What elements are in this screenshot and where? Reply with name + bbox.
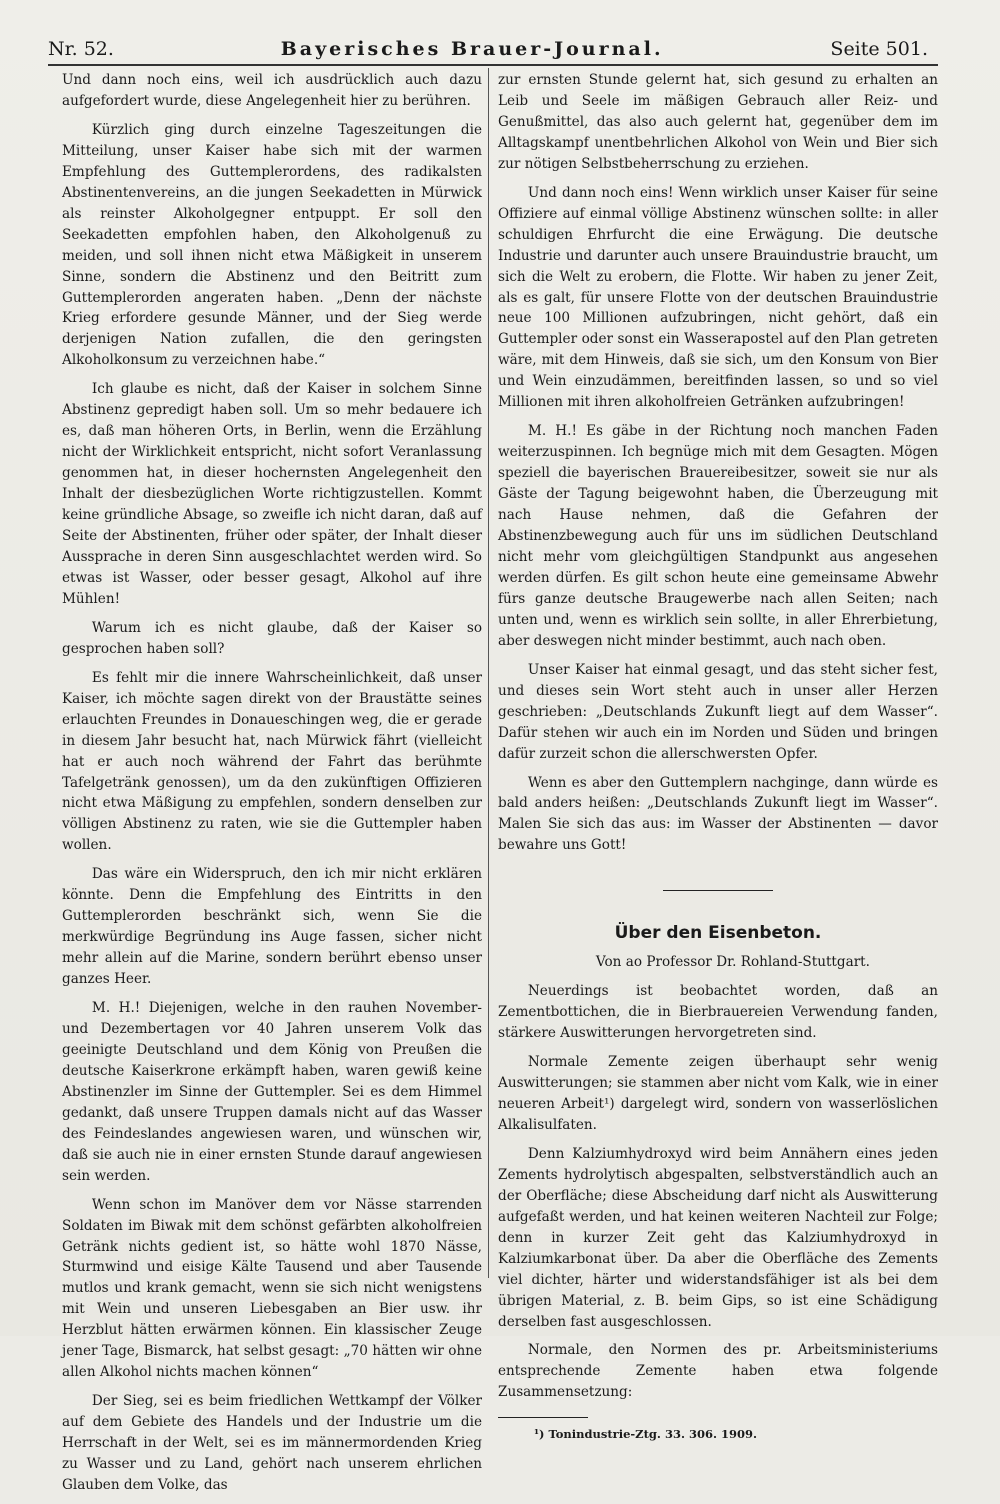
paragraph: Unser Kaiser hat einmal gesagt, und das steht sicher fest, und dieses sein Wort steht auch in unser aller Herzen geschrieben: „Deutschlands Zukunft liegt auf dem Wasser“. Dafür stehen wir auch ein im Norden und Süden und bringen dafür zurzeit schon die allerschwersten Opfer.	[498, 661, 938, 762]
left-column	[62, 70, 482, 1504]
paragraph: Es fehlt mir die innere Wahrscheinlichkeit, daß unser Kaiser, ich möchte sagen direkt von der Braustätte seines erlauchten Freundes in Donaueschingen weg, die er gerade in diesem Jahr besucht hat, nach Mürwick fährt (vielleicht hat er auch noch während der Fahrt das berühmte Tafelgetränk genossen), um da den zukünftigen Offizieren nicht etwa Mäßigung zu empfehlen, sondern denselben zur völligen Abstinenz zu raten, wie sie die Guttempler haben wollen.	[62, 669, 482, 854]
journal-title: Bayerisches Brauer-Journal.	[280, 38, 664, 60]
footnote-rule	[498, 1417, 588, 1418]
column-separator	[488, 68, 489, 1278]
article-author: Von ao Professor Dr. Rohland-Stuttgart.	[595, 954, 870, 971]
article-paragraph: Denn Kalziumhydroxyd wird beim Annähern eines jeden Zements hydrolytisch abgespalten, selbstverständlich auch an der Oberfläche; diese Abscheidung darf nicht als Auswitterung aufgefaßt werden, und hat keinen weiteren Nachteil zur Folge; denn in kurzer Zeit geht das Kalziumhydroxyd in Kalziumkarbonat über. Da aber die Oberfläche des Zements viel dichter, härter und widerstandsfähiger ist als bei dem übrigen Material, z. B. beim Gips, so ist eine Schädigung derselben fast ausgeschlossen.	[498, 1145, 938, 1330]
article-paragraph: Normale Zemente zeigen überhaupt sehr wenig Auswitterungen; sie stammen aber nicht vom Kalk, wie in einer neueren Arbeit¹) dargelegt wird, sondern von wasserlöslichen Alkalisulfaten.	[498, 1054, 938, 1133]
section-divider	[663, 890, 773, 891]
paragraph: Der Sieg, sei es beim friedlichen Wettkampf der Völker auf dem Gebiete des Handels und der Industrie um die Herrschaft in der Welt, sei es im männermordenden Krieg zu Wasser und zu Land, gehört nach unserem ehrlichen Glauben dem Volke, das	[62, 1393, 482, 1493]
paragraph: Das wäre ein Widerspruch, den ich mir nicht erklären könnte. Denn die Empfehlung des Eintritts in den Guttemplerorden beschränkt sich, wenn Sie die merkwürdige Begründung ins Auge fassen, sicher nicht mehr allein auf die Marine, sondern berührt ebenso unser ganzes Heer.	[62, 866, 482, 988]
header-rule	[48, 64, 938, 66]
paragraph: Wenn es aber den Guttemplern nachginge, dann würde es bald anders heißen: „Deutschlands Zukunft liegt im Wasser“. Malen Sie sich das aus: im Wasser der Abstinenten — davor bewahre uns Gott!	[498, 774, 938, 854]
issue-number: Nr. 52.	[48, 38, 114, 60]
footnote: ¹) Tonindustrie-Ztg. 33. 306. 1909.	[534, 1427, 757, 1442]
paragraph: Wenn schon im Manöver dem vor Nässe starrenden Soldaten im Biwak mit dem schönst gefärbten alkoholfreien Getränk nichts gedient ist, so hätte wohl 1870 Nässe, Sturmwind und eisige Kälte Tausend und aber Tausende mutlos und krank gemacht, wenn sie sich nicht wenigstens mit Wein und unseren Liebesgaben an Bier usw. ihr Herzblut hätten erwärmen können. Ein klassischer Zeuge jener Tage, Bismarck, hat selbst gesagt: „70 hätten wir ohne allen Alkohol nichts machen können“	[62, 1196, 482, 1381]
speech-continuation	[498, 70, 938, 856]
page-header	[48, 30, 928, 60]
paragraph: Und dann noch eins! Wenn wirklich unser Kaiser für seine Offiziere auf einmal völlige Abstinenz wünschen sollte: in aller schuldigen Ehrfurcht die eine Erwägung. Die deutsche Industrie und darunter auch unsere Brauindustrie braucht, um sich die Welt zu erobern, die Flotte. Wir haben zu jener Zeit, als es galt, für unsere Flotte von der deutschen Brauindustrie neue 100 Millionen aufzubringen, nicht gehört, daß ein Guttempler oder sonst ein Wasserapostel auf den Plan getreten wäre, mit dem Hinweis, daß sie sich, um den Konsum von Bier und Wein einzudämmen, bereitfinden lassen, so und so viel Millionen mit ihren alkoholfreien Getränken aufzubringen!	[498, 184, 938, 411]
article-body	[498, 981, 938, 1403]
paragraph: Und dann noch eins, weil ich ausdrücklich auch dazu aufgefordert wurde, diese Angelegenheit hier zu berühren.	[62, 72, 482, 109]
page-number: Seite 501.	[830, 38, 928, 60]
paragraph: M. H.! Diejenigen, welche in den rauhen November- und Dezembertagen vor 40 Jahren unserem Volk das geeinigte Deutschland und dem König von Preußen die deutsche Kaiserkrone erkämpft haben, waren gewiß keine Abstinenzler im Sinne der Guttempler. Sei es dem Himmel gedankt, daß unsere Truppen damals nicht auf das Wasser des Feindeslandes angewiesen waren, und wünschen wir, daß sie auch nie in einer ernsten Stunde darauf angewiesen sein werden.	[62, 1000, 482, 1184]
paragraph: Warum ich es nicht glaube, daß der Kaiser so gesprochen haben soll?	[62, 619, 482, 657]
right-column	[498, 70, 938, 1453]
paragraph: Ich glaube es nicht, daß der Kaiser in solchem Sinne Abstinenz gepredigt haben soll. Um so mehr bedauere ich es, daß man höheren Orts, in Berlin, wenn die Erzählung nicht der Wirklichkeit entspricht, nicht sofort Veranlassung genommen hat, in dieser hochernsten Angelegenheit den Inhalt der diesbezüglichen Worte richtigzustellen. Kommt keine gründliche Absage, so zweifle ich nicht daran, daß auf Seite der Abstinenten, früher oder später, der Inhalt dieser Aussprache in deren Sinn ausgeschlachtet werden wird. So etwas ist Wasser, oder besser gesagt, Alkohol auf ihre Mühlen!	[62, 381, 482, 607]
article-paragraph: Neuerdings ist beobachtet worden, daß an Zementbottichen, die in Bierbrauereien Verwendung fanden, stärkere Auswitterungen hervorgetreten sind.	[498, 983, 938, 1042]
paragraph: Kürzlich ging durch einzelne Tageszeitungen die Mitteilung, unser Kaiser habe sich mit der warmen Empfehlung des Guttemplerordens, des radikalsten Abstinentenvereins, an die jungen Seekadetten in Mürwick als reinster Alkoholgegner entpuppt. Er soll den Seekadetten empfohlen haben, den Alkoholgenuß zu meiden, und soll ihnen nicht etwa Mäßigkeit in unserem Sinne, sondern die Abstinenz und den Beitritt zum Guttemplerorden angeraten haben. „Denn der nächste Krieg erfordere gesunde Männer, und der Sieg werde derjenigen Nation zufallen, die den geringsten Alkoholkonsum zu verzeichnen habe.“	[62, 121, 482, 369]
article-paragraph: Normale, den Normen des pr. Arbeitsministeriums entsprechende Zemente haben etwa folgende Zusammensetzung:	[498, 1342, 938, 1401]
article-title: Über den Eisenbeton.	[614, 923, 822, 944]
paragraph: M. H.! Es gäbe in der Richtung noch manchen Faden weiterzuspinnen. Ich begnüge mich mit dem Gesagten. Mögen speziell die bayerischen Brauereibesitzer, soweit sie nur als Gäste der Tagung beigewohnt haben, die Überzeugung mit nach Hause nehmen, daß die Gefahren der Abstinenzbewegung auch für uns im südlichen Deutschland nicht mehr vom gleichgültigen Standpunkt aus angesehen werden dürfen. Es gilt schon heute eine gemeinsame Abwehr fürs ganze deutsche Braugewerbe nach allen Seiten; nach unten und, wenn es wirklich sein sollte, in aller Ehrerbietung, aber deswegen nicht minder bestimmt, auch nach oben.	[498, 423, 938, 649]
paragraph: zur ernsten Stunde gelernt hat, sich gesund zu erhalten an Leib und Seele im mäßigen Gebrauch aller Reiz- und Genußmittel, das also auch gelernt hat, gegenüber dem im Alltagskampf unentbehrlichen Alkohol von Wein und Bier sich zur nötigen Selbstbeherrschung zu erziehen.	[498, 72, 938, 172]
